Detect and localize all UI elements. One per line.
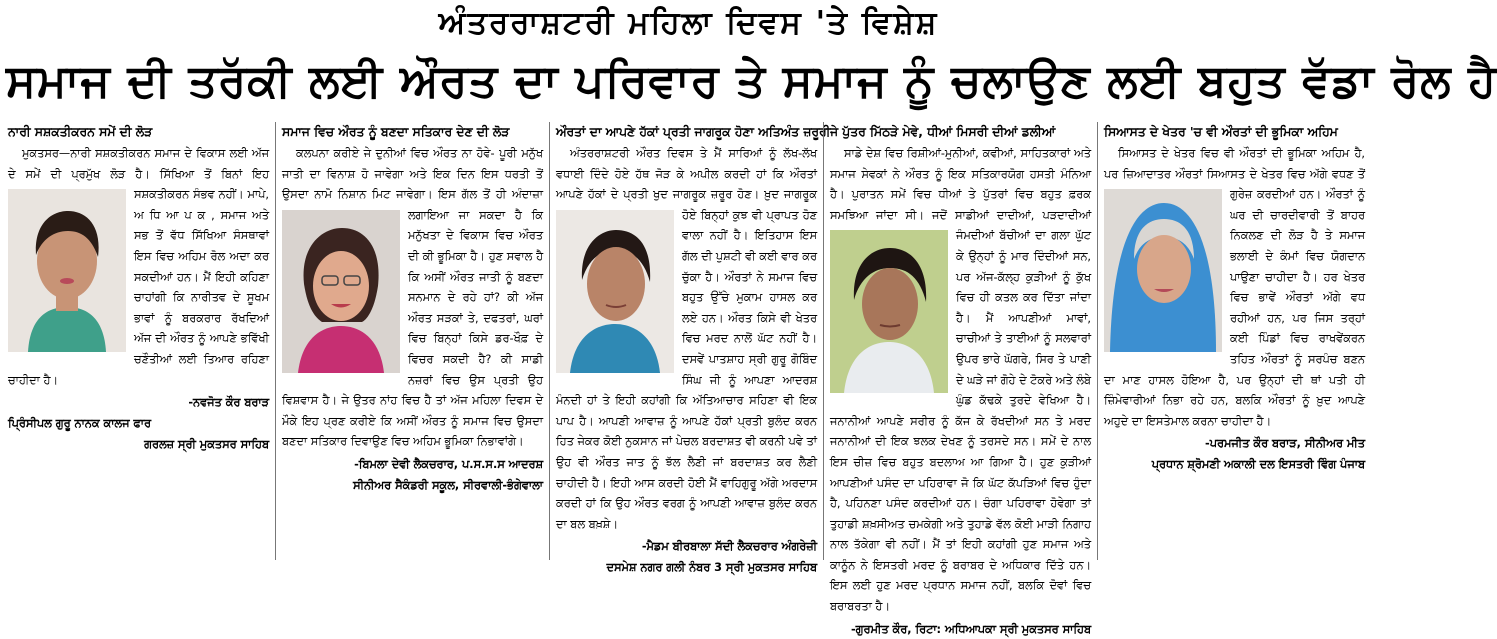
column-1 <box>6 122 275 560</box>
signature-place: ਦਸਮੇਸ਼ ਨਗਰ ਗਲੀ ਨੰਬਰ 3 ਸ੍ਰੀ ਮੁਕਤਸਰ ਸਾਹਿਬ <box>606 561 817 575</box>
column-text <box>556 144 817 535</box>
text-intro: ਕਲਪਨਾ ਕਰੀਏ ਜੇ ਦੁਨੀਆਂ ਵਿਚ ਔਰਤ ਨਾ ਹੋਵੇ- ਪੂਰੀ ਮਨੁੱਖ ਜਾਤੀ ਦਾ ਵਿਨਾਸ਼ ਹੋ ਜਾਵੇਗਾ ਅਤੇ ਇਕ ਦਿਨ ਇਸ ਧਰਤੀ ਤੋਂ ਉਸਦਾ ਨਾਮੋ ਨਿਸ਼ਾਨ ਮਿਟ ਜਾਵੇਗਾ। ਇਸ <box>282 147 543 202</box>
signature-name: -ਬਿਮਲਾ ਦੇਵੀ ਲੈਕਚਰਾਰ, ਪ.ਸ.ਸ.ਸ ਆਦਰਸ਼ <box>354 457 543 471</box>
portrait-image <box>8 189 126 352</box>
text-body: ਵੀ ਪ੍ਰਾਪਤ ਹੋਣ ਵਾਲਾ ਨਹੀਂ ਹੈ। ਇਤਿਹਾਸ ਇਸ ਗੱਲ ਦੀ ਪੁਸ਼ਟੀ ਵੀ ਕਈ ਵਾਰ ਕਰ ਚੁੱਕਾ ਹੈ। ਔਰਤਾਂ ਨੇ ਸਮਾਜ ਵਿਚ ਬਹੁਤ ਉੱਚੇ ਮੁਕਾਮ ਹਾਸਲ ਕਰ ਲਏ ਹਨ। ਔਰਤ ਕਿਸੇ ਵੀ ਖੇਤਰ ਵਿਚ ਮਰਦ ਨਾਲੋਂ ਘੱਟ ਨਹੀਂ ਹੈ। ਦਸਵੇਂ ਪਾਤਸ਼ਾਹ ਸ੍ਰੀ ਗੁਰੂ ਗੋਬਿੰਦ ਸਿੰਘ ਜੀ ਨੂੰ ਆਪਣਾ ਆਦਰਸ਼ ਮੰਨਦੀ ਹਾਂ ਤੇ ਇਹੀ ਕਹਾਂਗੀ ਕਿ ਅੱਤਿਆਚਾਰ ਸਹਿਣਾ ਵੀ ਇਕ ਪਾਪ ਹੈ। ਆਪਣੀ ਆਵਾਜ਼ ਨੂੰ ਆਪਣੇ ਹੱਕਾਂ ਪ੍ਰਤੀ ਬੁਲੰਦ ਕਰਨ ਹਿਤ ਜੇਕਰ ਕੋਈ ਨੁਕਸਾਨ ਜਾਂ ਪੇਚਲ ਬਰਦਾਸ਼ਤ ਵੀ ਕਰਨੀ ਪਵੇ ਤਾਂ ਉਹ ਵੀ ਔਰਤ ਜਾਤ ਨੂੰ ਝੱਲ ਲੈਣੀ ਜਾਂ ਬਰਦਾਸ਼ਤ ਕਰ ਲੈਣੀ ਚਾਹੀਦੀ ਹੈ। ਇਹੀ ਆਸ ਕਰਦੀ ਹੋਈ ਮੈਂ ਵਾਹਿਗੁਰੂ ਅੱਗੇ ਅਰਦਾਸ ਕਰਦੀ ਹਾਂ ਕਿ ਉਹ ਔਰਤ ਵਰਗ ਨੂੰ ਆਪਣੀ ਆਵਾਜ਼ ਬੁਲੰਦ ਕਰਨ ਦਾ ਬਲ ਬਖ਼ਸ਼ੇ। <box>556 208 818 531</box>
signature-place: ਸੀਨੀਅਰ ਸੈਕੰਡਰੀ ਸਕੂਲ, ਸੀਰਵਾਲੀ-ਭੰਗੇਵਾਲਾ <box>353 478 543 492</box>
column-5 <box>1097 122 1371 560</box>
column-3 <box>549 122 831 575</box>
signature-place: ਗਰਲਜ਼ ਸ੍ਰੀ ਮੁਕਤਸਰ ਸਾਹਿਬ <box>144 438 269 452</box>
column-text <box>282 144 543 453</box>
column-heading: ਔਰਤਾਂ ਦਾ ਆਪਣੇ ਹੱਕਾਂ ਪ੍ਰਤੀ ਜਾਗਰੂਕ ਹੋਣਾ ਅਤਿਅੰਤ ਜ਼ਰੂਰੀ <box>556 125 831 139</box>
column-heading: ਸਿਆਸਤ ਦੇ ਖੇਤਰ 'ਚ ਵੀ ਔਰਤਾਂ ਦੀ ਭੂਮਿਕਾ ਅਹਿਮ <box>1104 125 1338 139</box>
headline: ਸਮਾਜ ਦੀ ਤਰੱਕੀ ਲਈ ਔਰਤ ਦਾ ਪਰਿਵਾਰ ਤੇ ਸਮਾਜ ਨੂੰ ਚਲਾਉਣ ਲਈ ਬਹੁਤ ਵੱਡਾ ਰੋਲ ਹੈ <box>6 54 1497 107</box>
column-text <box>1104 144 1365 432</box>
portrait-photo <box>1104 189 1222 352</box>
text-body: ਸੰਭਵ ਨਹੀਂ। ਮਾਪੇ, ਅ ਧਿ ਆ ਪ ਕ , ਸਮਾਜ ਅਤੇ ਸਭ ਤੋਂ ਵੱਧ ਸਿੱਖਿਆ ਸੰਸਥਾਵਾਂ ਇਸ ਵਿਚ ਅਹਿਮ ਰੋਲ ਅਦਾ ਕਰ ਸਕਦੀਆਂ ਹਨ। ਮੈਂ ਇਹੀ ਕਹਿਣਾ ਚਾਹਾਂਗੀ ਕਿ ਨਾਰੀਤਵ ਦੇ ਸੂਖਮ ਭਾਵਾਂ ਨੂੰ ਬਰਕਰਾਰ ਰੱਖਦਿਆਂ ਅੱਜ ਦੀ ਔਰਤ ਨੂੰ ਆਪਣੇ ਭਵਿੱਖੀ ਚਣੌਤੀਆਂ ਲਈ ਤਿਆਰ ਰਹਿਣਾ ਚਾਹੀਦਾ ਹੈ। <box>8 188 269 387</box>
text-intro: ਅੰਤਰਰਾਸ਼ਟਰੀ ਔਰਤ ਦਿਵਸ ਤੇ ਮੈਂ ਸਾਰਿਆਂ ਨੂੰ ਲੱਖ-ਲੱਖ ਵਧਾਈ ਦਿੰਦੇ ਹੋਏ ਹੱਥ ਜੋੜ ਕੇ ਅਪੀਲ ਕਰਦੀ ਹਾਂ ਕਿ ਔਰਤਾਂ ਆਪਣੇ ਹੱਕਾਂ ਦੇ ਪ੍ਰਤੀ ਖੁਦ ਜਾਗਰੂਕ ਜ਼ਰੂਰ ਹੋਣ। ਖ਼ੁਦ ਜਾਗਰੂਕ ਹੋਏ ਬਿਨ੍ਹਾਂ ਕੁਝ <box>556 147 817 222</box>
signature-title: ਪ੍ਰਿੰਸੀਪਲ ਗੁਰੂ ਨਾਨਕ ਕਾਲਜ ਫਾਰ <box>8 417 151 431</box>
portrait-image <box>282 210 400 373</box>
portrait-photo <box>8 189 126 352</box>
kicker: ਅੰਤਰਰਾਸ਼ਟਰੀ ਮਹਿਲਾ ਦਿਵਸ 'ਤੇ ਵਿਸ਼ੇਸ਼ <box>438 5 939 41</box>
column-heading: ਜੇ ਪੁੱਤਰ ਮਿੱਠੜੇ ਮੇਵੇ, ਧੀਆਂ ਮਿਸਰੀ ਦੀਆਂ ਡਲੀਆਂ <box>830 125 1056 139</box>
signature-name: -ਪਰਮਜੀਤ ਕੌਰ ਬਰਾੜ, ਸੀਨੀਅਰ ਮੀਤ <box>1205 437 1365 451</box>
signature-name: -ਮੈਡਮ ਬੀਰਬਾਲਾ ਸੱਦੀ ਲੈਕਚਰਾਰ ਅੰਗਰੇਜ਼ੀ <box>641 540 817 554</box>
portrait-photo <box>282 210 400 373</box>
text-body: ਪੜਦਾਦੀਆਂ ਜੰਮਦੀਆਂ ਬੱਚੀਆਂ ਦਾ ਗਲਾ ਘੁੱਟ ਕੇ ਉਨ੍ਹਾਂ ਨੂੰ ਮਾਰ ਦਿੰਦੀਆਂ ਸਨ, ਪਰ ਅੱਜ-ਕੱਲ੍ਹ ਕੁੜੀਆਂ ਨੂੰ ਕੁੱਖ ਵਿਚ ਹੀ ਕਤਲ ਕਰ ਦਿੱਤਾ ਜਾਂਦਾ ਹੈ। ਮੈਂ ਆਪਣੀਆਂ ਮਾਵਾਂ, ਚਾਚੀਆਂ ਤੇ ਤਾਈਆਂ ਨੂੰ ਸਲਵਾਰਾਂ ਉਪਰ ਭਾਰੇ ਘੱਗਰੇ, ਸਿਰ ਤੇ ਪਾਣੀ ਦੇ ਘੜੇ ਜਾਂ ਗੋਹੇ ਦੇ ਟੋਕਰੇ ਅਤੇ ਲੰਬੇ ਘੁੰਡ ਕੱਢਕੇ ਤੁਰਦੇ ਵੇਖਿਆ ਹੈ। ਜਨਾਨੀਆਂ ਆਪਣੇ ਸਰੀਰ ਨੂੰ ਕੱਜ ਕੇ ਰੱਖਦੀਆਂ ਸਨ ਤੇ ਮਰਦ ਜਨਾਨੀਆਂ ਦੀ ਇਕ ਝਲਕ ਦੇਖਣ ਨੂੰ ਤਰਸਦੇ ਸਨ। ਸਮੇਂ ਦੇ ਨਾਲ ਇਸ ਚੀਜ਼ ਵਿਚ ਬਹੁਤ ਬਦਲਾਅ ਆ ਗਿਆ ਹੈ। ਹੁਣ ਕੁੜੀਆਂ ਆਪਣੀਆਂ ਪਸੰਦ ਦਾ ਪਹਿਰਾਵਾ ਜੋ ਕਿ ਘੱਟ ਕੱਪੜਿਆਂ ਵਿਚ ਹੁੰਦਾ ਹੈ, ਪਹਿਨਣਾ ਪਸੰਦ ਕਰਦੀਆਂ ਹਨ। ਚੰਗਾ ਪਹਿਰਾਵਾ ਹੋਵੇਗਾ ਤਾਂ ਤੁਹਾਡੀ ਸ਼ਖ਼ਸੀਅਤ ਚਮਕੇਗੀ ਅਤੇ ਤੁਹਾਡੇ ਵੱਲ ਕੋਈ ਮਾੜੀ ਨਿਗਾਹ ਨਾਲ ਤੱਕੇਗਾ ਵੀ ਨਹੀਂ। ਮੈਂ ਤਾਂ ਇਹੀ ਕਹਾਂਗੀ ਹੁਣ ਸਮਾਜ ਅਤੇ ਕਾਨੂੰਨ ਨੇ ਇਸਤਰੀ ਮਰਦ ਨੂੰ ਬਰਾਬਰ ਦੇ ਅਧਿਕਾਰ ਦਿੱਤੇ ਹਨ। ਇਸ ਲਈ ਹੁਣ ਮਰਦ ਪ੍ਰਧਾਨ ਸਮਾਜ ਨਹੀਂ, ਬਲਕਿ ਦੋਵਾਂ ਵਿਚ ਬਰਾਬਰਤਾ ਹੈ। <box>830 208 1092 614</box>
column-text <box>8 144 269 391</box>
signature-name: -ਗੁਰਮੀਤ ਕੌਰ, ਰਿਟਾ: ਅਧਿਆਪਕਾ ਸ੍ਰੀ ਮੁਕਤਸਰ ਸਾਹਿਬ <box>850 622 1091 636</box>
portrait-image <box>1104 189 1222 352</box>
portrait-image <box>830 230 948 393</box>
text-intro: ਸਿਆਸਤ ਦੇ ਖੇਤਰ ਵਿਚ ਵੀ ਔਰਤਾਂ ਦੀ ਭੂਮਿਕਾ ਅਹਿਮ ਹੈ, ਪਰ ਜ਼ਿਆਦਾਤਰ ਔਰਤਾਂ ਸਿਆਸਤ ਦੇ ਖੇਤਰ ਵਿਚ ਅੱਗੇ ਵਧਣ ਤੋਂ ਗੁਰੇਜ਼ <box>1104 147 1365 202</box>
article-columns <box>6 122 1371 636</box>
portrait-photo <box>556 210 674 373</box>
text-body: ਕਰਦੀਆਂ ਹਨ। ਔਰਤਾਂ ਨੂੰ ਘਰ ਦੀ ਚਾਰਦੀਵਾਰੀ ਤੋਂ ਬਾਹਰ ਨਿਕਲਣ ਦੀ ਲੋੜ ਹੈ ਤੇ ਸਮਾਜ ਭਲਾਈ ਦੇ ਕੰਮਾਂ ਵਿਚ ਯੋਗਦਾਨ ਪਾਉਣਾ ਚਾਹੀਦਾ ਹੈ। ਹਰ ਖੇਤਰ ਵਿਚ ਭਾਵੇਂ ਔਰਤਾਂ ਅੱਗੇ ਵਧ ਰਹੀਆਂ ਹਨ, ਪਰ ਜਿਸ ਤਰ੍ਹਾਂ ਕਈ ਪਿੰਡਾਂ ਵਿਚ ਰਾਖਵੇਂਕਰਨ ਤਹਿਤ ਔਰਤਾਂ ਨੂੰ ਸਰਪੰਚ ਬਣਨ ਦਾ ਮਾਣ ਹਾਸਲ ਹੋਇਆ ਹੈ, ਪਰ ਉਨ੍ਹਾਂ ਦੀ ਥਾਂ ਪਤੀ ਹੀ ਜ਼ਿੰਮੇਵਾਰੀਆਂ ਨਿਭਾ ਰਹੇ ਹਨ, ਬਲਕਿ ਔਰਤਾਂ ਨੂੰ ਖ਼ੁਦ ਆਪਣੇ ਅਹੁਦੇ ਦਾ ਇਸਤੇਮਾਲ ਕਰਨਾ ਚਾਹੀਦਾ ਹੈ। <box>1104 188 1366 428</box>
column-heading: ਸਮਾਜ ਵਿਚ ਔਰਤ ਨੂੰ ਬਣਦਾ ਸਤਿਕਾਰ ਦੇਣ ਦੀ ਲੋੜ <box>282 125 510 139</box>
text-intro: ਮੁਕਤਸਰ—ਨਾਰੀ ਸਸ਼ਕਤੀਕਰਨ ਸਮਾਜ ਦੇ ਵਿਕਾਸ ਲਈ ਅੱਜ ਦੇ ਸਮੇਂ ਦੀ ਪ੍ਰਮੁੱਖ ਲੋੜ ਹੈ। ਸਿੱਖਿਆ ਤੋਂ ਬਿਨਾਂ ਇਹ ਸਸ਼ਕਤੀਕਰਨ <box>8 147 269 202</box>
signature-name: -ਨਵਜੋਤ ਕੌਰ ਬਰਾੜ <box>188 396 269 410</box>
signature-place: ਪ੍ਰਧਾਨ ਸ਼੍ਰੋਮਣੀ ਅਕਾਲੀ ਦਲ ਇਸਤਰੀ ਵਿੰਗ ਪੰਜਾਬ <box>1151 458 1365 472</box>
column-2 <box>275 122 549 560</box>
portrait-photo <box>830 230 948 393</box>
text-body: ਗੱਲ ਤੋਂ ਹੀ ਅੰਦਾਜ਼ਾ ਲਗਾਇਆ ਜਾ ਸਕਦਾ ਹੈ ਕਿ ਮਨੁੱਖਤਾ ਦੇ ਵਿਕਾਸ ਵਿਚ ਔਰਤ ਦੀ ਕੀ ਭੂਮਿਕਾ ਹੈ। ਹੁਣ ਸਵਾਲ ਹੈ ਕਿ ਅਸੀਂ ਔਰਤ ਜਾਤੀ ਨੂੰ ਬਣਦਾ ਸਨਮਾਨ ਦੇ ਰਹੇ ਹਾਂ? ਕੀ ਅੱਜ ਔਰਤ ਸੜਕਾਂ ਤੇ, ਦਫਤਰਾਂ, ਘਰਾਂ ਵਿਚ ਬਿਨ੍ਹਾਂ ਕਿਸੇ ਡਰ-ਖੌਫ਼ ਦੇ ਵਿਚਰ ਸਕਦੀ ਹੈ? ਕੀ ਸਾਡੀ ਨਜ਼ਰਾਂ ਵਿਚ ਉਸ ਪ੍ਰਤੀ ਉਹ ਵਿਸ਼ਵਾਸ ਹੈ। ਜੇ ਉਤਰ ਨਾਂਹ ਵਿਚ ਹੈ ਤਾਂ ਅੱਜ ਮਹਿਲਾ ਦਿਵਸ ਦੇ ਮੌਕੇ ਇਹ ਪ੍ਰਣ ਕਰੀਏ ਕਿ ਅਸੀਂ ਔਰਤ ਨੂੰ ਸਮਾਜ ਵਿਚ ਉਸਦਾ ਬਣਦਾ ਸਤਿਕਾਰ ਦਿਵਾਉਣ ਵਿਚ ਅਹਿਮ ਭੂਮਿਕਾ ਨਿਭਾਵਾਂਗੇ। <box>282 188 543 449</box>
column-4 <box>823 122 1097 636</box>
portrait-image <box>556 210 674 373</box>
text-intro: ਸਾਡੇ ਦੇਸ਼ ਵਿਚ ਰਿਸ਼ੀਆਂ-ਮੁਨੀਆਂ, ਕਵੀਆਂ, ਸਾਹਿਤਕਾਰਾਂ ਅਤੇ ਸਮਾਜ ਸੇਵਕਾਂ ਨੇ ਔਰਤ ਨੂੰ ਇਕ ਸਤਿਕਾਰਯੋਗ ਹਸਤੀ ਮੰਨਿਆ ਹੈ। ਪੁਰਾਤਨ ਸਮੇਂ ਵਿਚ ਧੀਆਂ ਤੇ ਪੁੱਤਰਾਂ ਵਿਚ ਬਹੁਤ ਫ਼ਰਕ ਸਮਝਿਆ ਜਾਂਦਾ ਸੀ। ਜਦੋਂ ਸਾਡੀਆਂ ਦਾਦੀਆਂ, <box>830 147 1091 222</box>
column-heading: ਨਾਰੀ ਸਸ਼ਕਤੀਕਰਨ ਸਮੇਂ ਦੀ ਲੋੜ <box>8 125 153 139</box>
column-text <box>830 144 1091 618</box>
